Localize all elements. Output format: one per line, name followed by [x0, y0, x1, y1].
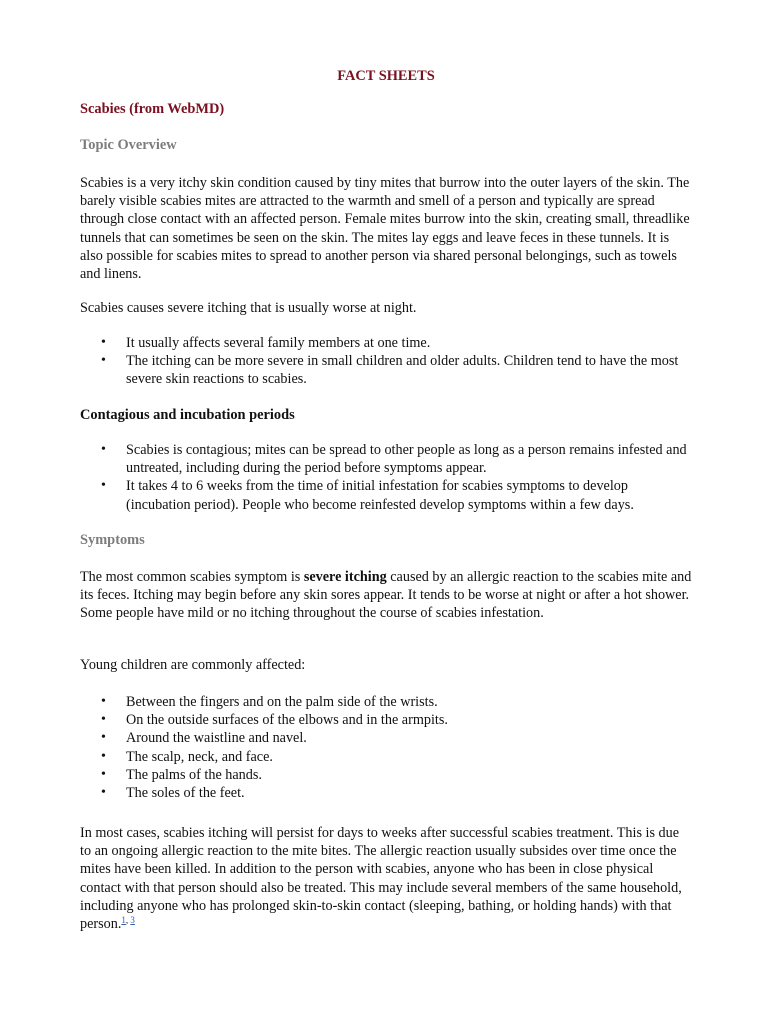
list-item: • It takes 4 to 6 weeks from the time of initial infestation for scabies symptoms to develop (incubation period). People who become reinfested develop symptoms within a few days. — [80, 477, 692, 513]
symptoms-paragraph — [80, 568, 692, 623]
young-children-paragraph: Young children are commonly affected: — [80, 657, 306, 673]
overview-paragraph: Scabies is a very itchy skin condition caused by tiny mites that burrow into the outer layers of the skin. The barely visible scabies mites are attracted to the warmth and smell of a person and typically are spread through close contact with an affected person. Female mites burrow into the skin, creating small, threadlike tunnels that can sometimes be seen on the skin. The mites lay eggs and leave feces in these tunnels. It is also possible for scabies mites to spread to another person via shared personal belongings, such as towels and linens. — [80, 175, 690, 283]
list-item: • The scalp, neck, and face. — [80, 748, 692, 766]
list-item: • It usually affects several family members at one time. — [80, 334, 692, 352]
reference-link-3[interactable]: 3 — [130, 915, 135, 926]
list-item: • The soles of the feet. — [80, 784, 692, 802]
list-item: • The itching can be more severe in small children and older adults. Children tend to have the most severe skin reactions to scabies. — [80, 352, 692, 388]
page-title: FACT SHEETS — [337, 68, 435, 84]
symptoms-heading: Symptoms — [80, 532, 145, 548]
source-heading: Scabies (from WebMD) — [80, 101, 225, 117]
reference-links — [121, 915, 135, 925]
reference-separator: , — [125, 915, 131, 926]
locations-bullet-list — [80, 693, 692, 802]
contagious-heading: Contagious and incubation periods — [80, 407, 295, 423]
contagious-bullet-list — [80, 441, 692, 514]
itching-paragraph: Scabies causes severe itching that is usually worse at night. — [80, 300, 417, 316]
reference-link-1[interactable]: 1 — [121, 915, 126, 926]
list-item: • Scabies is contagious; mites can be spread to other people as long as a person remains infested and untreated, including during the period before symptoms appear. — [80, 441, 692, 477]
list-item: • The palms of the hands. — [80, 766, 692, 784]
persist-text: In most cases, scabies itching will persist for days to weeks after successful scabies treatment. This is due to an ongoing allergic reaction to the mite bites. The allergic reaction usually subsides over time once the mites have been killed. In addition to the person with scabies, anyone who has been in close physical contact with that person should also be treated. This may include several members of the same household, including anyone who has prolonged skin-to-skin contact (sleeping, bathing, or holding hands) with that person. — [80, 825, 682, 933]
symptoms-text-end: caused by an allergic reaction to the scabies mite and its feces. Itching may begin before any skin sores appear. It tends to be worse at night or after a hot shower. Some people have mild or no itching throughout the course of scabies infestation. — [80, 569, 692, 622]
list-item: • On the outside surfaces of the elbows and in the armpits. — [80, 711, 692, 729]
list-item: • Between the fingers and on the palm side of the wrists. — [80, 693, 692, 711]
list-item: • Around the waistline and navel. — [80, 729, 692, 747]
topic-overview-heading: Topic Overview — [80, 137, 177, 153]
severe-itching-emphasis: severe itching — [303, 569, 387, 585]
itching-bullet-list — [80, 334, 692, 389]
persist-paragraph — [80, 824, 692, 933]
symptoms-text-start: The most common scabies symptom is — [80, 569, 304, 585]
